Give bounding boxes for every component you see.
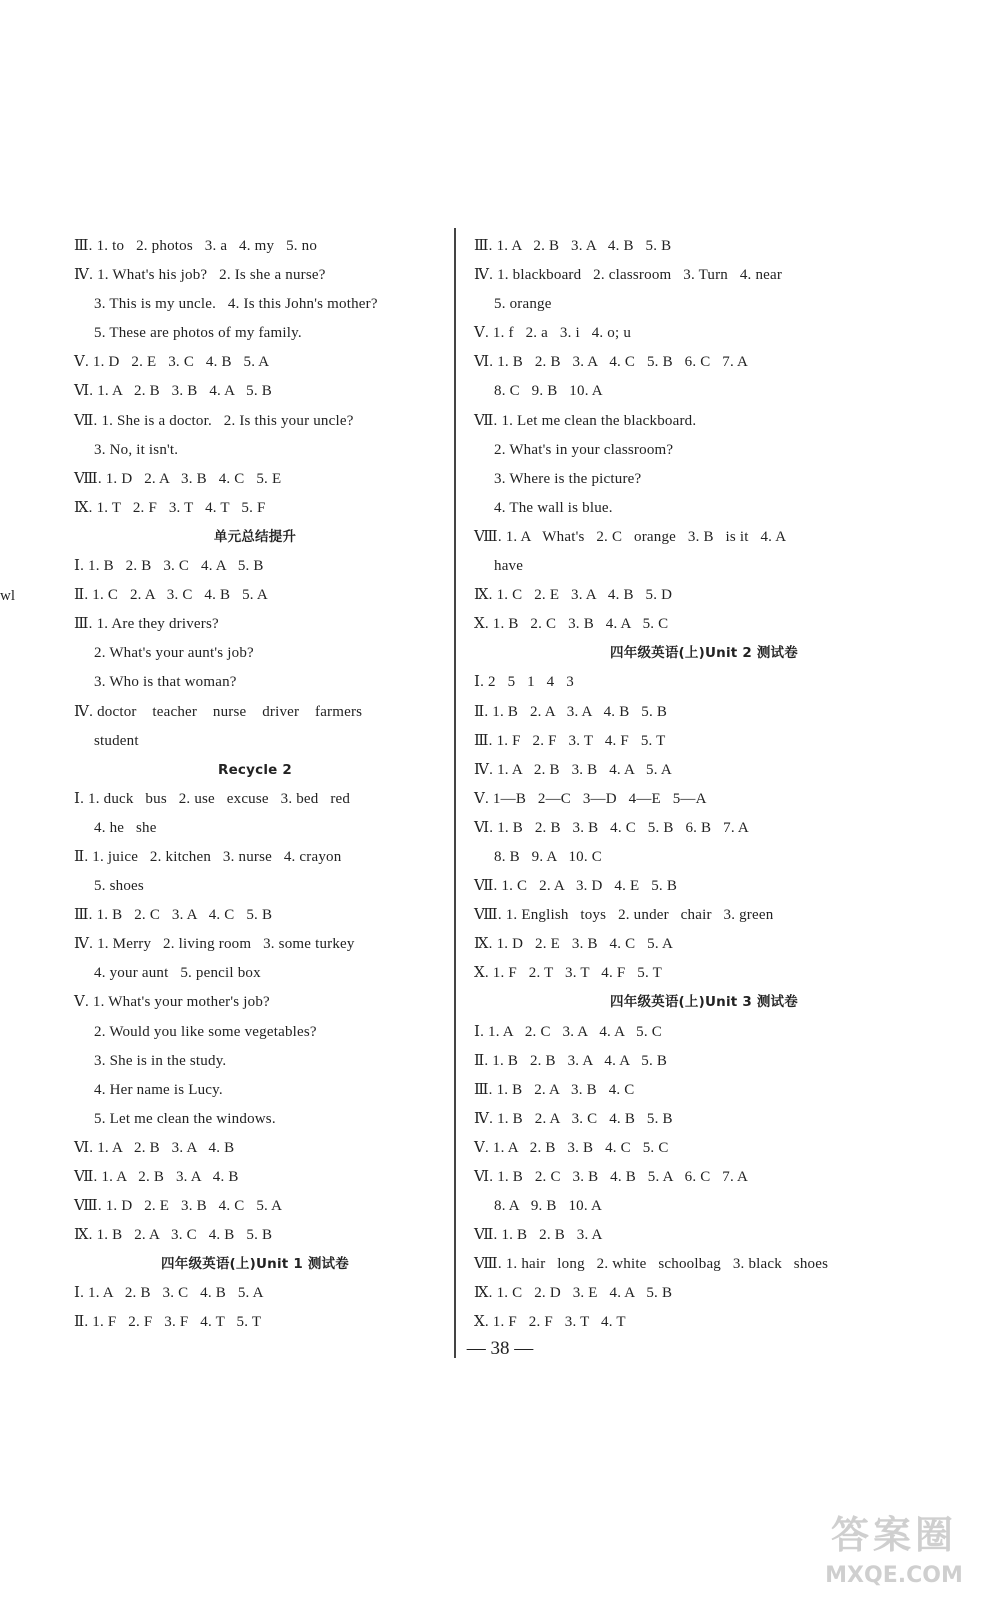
answer-line: 4. The wall is blue. — [494, 499, 613, 516]
answer-line: Ⅵ. 1. B 2. C 3. B 4. B 5. A 6. C 7. A — [474, 1169, 749, 1185]
answer-line: Ⅰ. 1. B 2. B 3. C 4. A 5. B — [74, 558, 264, 575]
page-number: — 38 — — [466, 1338, 534, 1359]
answer-line: Ⅸ. 1. T 2. F 3. T 4. T 5. F — [74, 499, 266, 516]
answer-line: Ⅴ. 1—B 2—C 3—D 4—E 5—A — [474, 790, 707, 807]
answer-line: Ⅰ. 2 5 1 4 3 — [474, 674, 574, 691]
answer-line: 5. Let me clean the windows. — [94, 1110, 276, 1127]
section-heading: 四年级英语(上)Unit 3 测试卷 — [610, 994, 798, 1011]
answer-line: 3. Where is the picture? — [494, 470, 642, 487]
column-divider — [454, 228, 456, 1358]
answer-line: Ⅵ. 1. B 2. B 3. A 4. C 5. B 6. C 7. A — [474, 354, 749, 371]
answer-line: Ⅳ. 1. Merry 2. living room 3. some turkey — [74, 936, 355, 953]
answer-line: Ⅷ. 1. hair long 2. white schoolbag 3. black shoes — [474, 1256, 829, 1273]
answer-line: Ⅸ. 1. C 2. E 3. A 4. B 5. D — [474, 587, 673, 604]
answer-line: 5. These are photos of my family. — [94, 325, 302, 342]
answer-line: Ⅶ. 1. She is a doctor. 2. Is this your uncle? — [74, 412, 354, 429]
watermark-logo — [810, 1504, 978, 1588]
answer-line: Ⅴ. 1. A 2. B 3. B 4. C 5. C — [474, 1139, 669, 1156]
answer-line: 5. orange — [494, 296, 552, 313]
answer-line: Ⅶ. 1. A 2. B 3. A 4. B — [74, 1169, 239, 1185]
answer-line: 3. Who is that woman? — [94, 674, 237, 691]
answer-line: Ⅵ. 1. A 2. B 3. A 4. B — [74, 1139, 235, 1156]
answer-line: Ⅲ. 1. to 2. photos 3. a 4. my 5. no — [74, 238, 318, 254]
answer-line: 4. Her name is Lucy. — [94, 1081, 223, 1098]
answer-line: 2. What's in your classroom? — [494, 441, 674, 458]
answer-line: Ⅷ. 1. A What's 2. C orange 3. B is it 4. A — [474, 528, 787, 545]
answer-line: Ⅸ. 1. B 2. A 3. C 4. B 5. B — [74, 1227, 273, 1244]
answer-line: Ⅱ. 1. C 2. A 3. C 4. B 5. A — [74, 587, 268, 604]
answer-line: Ⅸ. 1. D 2. E 3. B 4. C 5. A — [474, 936, 673, 953]
answer-line: 2. Would you like some vegetables? — [94, 1023, 317, 1040]
answer-line: Ⅹ. 1. F 2. F 3. T 4. T — [474, 1314, 626, 1331]
answer-line: Ⅵ. 1. A 2. B 3. B 4. A 5. B — [74, 383, 272, 400]
answer-line: Ⅷ. 1. English toys 2. under chair 3. green — [474, 907, 774, 924]
answer-line: Ⅰ. 1. A 2. B 3. C 4. B 5. A — [74, 1285, 264, 1302]
answer-line: Ⅳ. 1. blackboard 2. classroom 3. Turn 4. near — [474, 267, 783, 284]
answer-line: Ⅳ. 1. What's his job? 2. Is she a nurse? — [74, 267, 326, 284]
answer-line: Ⅰ. 1. A 2. C 3. A 4. A 5. C — [474, 1023, 662, 1040]
right-answer-column — [474, 232, 934, 1338]
answer-line: Ⅶ. 1. C 2. A 3. D 4. E 5. B — [474, 878, 678, 895]
answer-line: 8. A 9. B 10. A — [494, 1198, 602, 1215]
answer-line: Ⅱ. 1. B 2. B 3. A 4. A 5. B — [474, 1052, 668, 1069]
answer-line: Ⅴ. 1. f 2. a 3. i 4. o; u — [474, 325, 632, 342]
answer-line: Ⅲ. 1. A 2. B 3. A 4. B 5. B — [474, 238, 672, 254]
answer-line: 8. B 9. A 10. C — [494, 848, 602, 865]
watermark-mark: 答案圈 — [830, 1513, 957, 1557]
answer-line: Ⅴ. 1. D 2. E 3. C 4. B 5. A — [74, 354, 270, 371]
answer-line: 4. he she — [94, 819, 157, 836]
section-heading: 四年级英语(上)Unit 2 测试卷 — [610, 645, 798, 662]
answer-line: Ⅳ. doctor teacher nurse driver farmers — [74, 703, 363, 720]
answer-line: Ⅲ. 1. B 2. C 3. A 4. C 5. B — [74, 907, 273, 924]
answer-line: Ⅲ. 1. F 2. F 3. T 4. F 5. T — [474, 732, 666, 749]
answer-line: Ⅱ. 1. F 2. F 3. F 4. T 5. T — [74, 1314, 262, 1331]
answer-line: Ⅶ. 1. Let me clean the blackboard. — [474, 412, 697, 429]
watermark-url: MXQE.COM — [825, 1563, 963, 1588]
answer-line: Ⅸ. 1. C 2. D 3. E 4. A 5. B — [474, 1285, 673, 1302]
margin-note: wl — [0, 588, 15, 604]
answer-line: 8. C 9. B 10. A — [494, 383, 603, 400]
answer-line: Ⅵ. 1. B 2. B 3. B 4. C 5. B 6. B 7. A — [474, 819, 749, 836]
section-heading: 单元总结提升 — [213, 528, 297, 545]
answer-line: Ⅳ. 1. B 2. A 3. C 4. B 5. B — [474, 1110, 673, 1127]
section-heading: Recycle 2 — [217, 761, 293, 778]
answer-line: have — [494, 558, 524, 575]
answer-line: Ⅱ. 1. B 2. A 3. A 4. B 5. B — [474, 703, 668, 720]
answer-line: Ⅰ. 1. duck bus 2. use excuse 3. bed red — [74, 790, 351, 807]
answer-line: Ⅹ. 1. F 2. T 3. T 4. F 5. T — [474, 965, 662, 982]
answer-line: Ⅲ. 1. B 2. A 3. B 4. C — [474, 1081, 635, 1098]
answer-line: student — [94, 732, 139, 749]
answer-line: 5. shoes — [94, 878, 144, 895]
answer-line: Ⅱ. 1. juice 2. kitchen 3. nurse 4. crayon — [74, 848, 342, 865]
left-answer-column — [74, 232, 436, 1338]
answer-line: Ⅷ. 1. D 2. A 3. B 4. C 5. E — [74, 470, 282, 487]
answer-line: Ⅹ. 1. B 2. C 3. B 4. A 5. C — [474, 616, 669, 633]
answer-line: Ⅳ. 1. A 2. B 3. B 4. A 5. A — [474, 761, 672, 778]
answer-line: 3. No, it isn't. — [94, 441, 179, 458]
answer-line: 3. This is my uncle. 4. Is this John's mother? — [94, 296, 378, 313]
answer-line: 4. your aunt 5. pencil box — [94, 965, 261, 982]
answer-line: 2. What's your aunt's job? — [94, 645, 254, 662]
answer-line: Ⅲ. 1. Are they drivers? — [74, 616, 219, 633]
answer-line: Ⅷ. 1. D 2. E 3. B 4. C 5. A — [74, 1198, 283, 1215]
answer-line: 3. She is in the study. — [94, 1052, 227, 1069]
answer-line: Ⅴ. 1. What's your mother's job? — [74, 994, 270, 1011]
answer-line: Ⅶ. 1. B 2. B 3. A — [474, 1227, 603, 1244]
section-heading: 四年级英语(上)Unit 1 测试卷 — [161, 1256, 349, 1273]
